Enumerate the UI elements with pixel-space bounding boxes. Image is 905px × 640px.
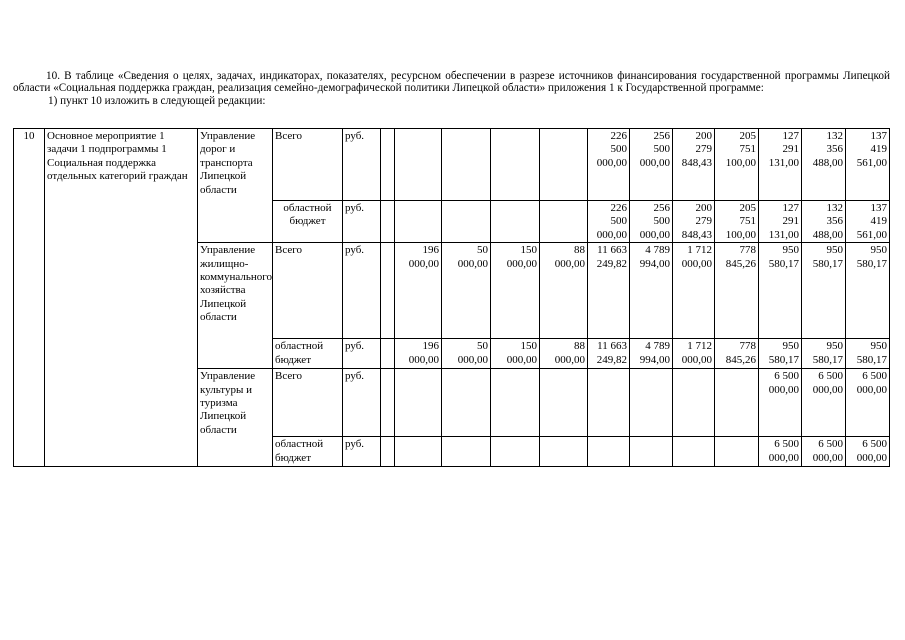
value-cell: 950 580,17 <box>759 339 802 369</box>
value-cell: 200 279 848,43 <box>673 129 715 201</box>
program-table <box>13 128 890 467</box>
source-cell: областной бюджет <box>273 437 343 467</box>
value-cell: 205 751 100,00 <box>715 201 759 243</box>
value-cell: 150 000,00 <box>491 243 540 339</box>
value-cell: 11 663 249,82 <box>588 243 630 339</box>
value-cell <box>540 201 588 243</box>
value-cell: 256 500 000,00 <box>630 129 673 201</box>
value-cell: 88 000,00 <box>540 243 588 339</box>
value-cell <box>588 369 630 437</box>
value-cell: 6 500 000,00 <box>759 369 802 437</box>
value-cell: 11 663 249,82 <box>588 339 630 369</box>
value-cell <box>381 201 395 243</box>
row-number-cell: 10 <box>14 129 45 467</box>
value-cell: 196 000,00 <box>395 339 442 369</box>
source-cell: областной бюджет <box>273 339 343 369</box>
value-cell <box>673 369 715 437</box>
value-cell <box>381 369 395 437</box>
table-row <box>14 129 890 201</box>
value-cell: 226 500 000,00 <box>588 201 630 243</box>
value-cell: 950 580,17 <box>846 243 890 339</box>
value-cell <box>540 437 588 467</box>
value-cell: 950 580,17 <box>802 339 846 369</box>
value-cell: 127 291 131,00 <box>759 201 802 243</box>
value-cell: 132 356 488,00 <box>802 201 846 243</box>
value-cell: 778 845,26 <box>715 339 759 369</box>
unit-cell: руб. <box>343 339 381 369</box>
value-cell: 4 789 994,00 <box>630 243 673 339</box>
value-cell: 137 419 561,00 <box>846 201 890 243</box>
value-cell: 205 751 100,00 <box>715 129 759 201</box>
value-cell <box>491 129 540 201</box>
value-cell <box>381 243 395 339</box>
amendment-paragraph-2: 1) пункт 10 изложить в следующей редакции: <box>48 94 266 107</box>
value-cell <box>381 437 395 467</box>
value-cell: 6 500 000,00 <box>802 369 846 437</box>
value-cell: 88 000,00 <box>540 339 588 369</box>
unit-cell: руб. <box>343 243 381 339</box>
value-cell <box>491 437 540 467</box>
value-cell: 150 000,00 <box>491 339 540 369</box>
value-cell <box>715 437 759 467</box>
value-cell <box>588 437 630 467</box>
value-cell <box>491 201 540 243</box>
value-cell <box>673 437 715 467</box>
value-cell <box>395 437 442 467</box>
value-cell: 950 580,17 <box>846 339 890 369</box>
value-cell: 256 500 000,00 <box>630 201 673 243</box>
value-cell: 226 500 000,00 <box>588 129 630 201</box>
value-cell: 1 712 000,00 <box>673 243 715 339</box>
value-cell <box>540 129 588 201</box>
value-cell <box>442 437 491 467</box>
source-cell: областной бюджет <box>273 201 343 243</box>
value-cell: 4 789 994,00 <box>630 339 673 369</box>
value-cell <box>491 369 540 437</box>
value-cell: 778 845,26 <box>715 243 759 339</box>
source-cell: Всего <box>273 369 343 437</box>
value-cell: 137 419 561,00 <box>846 129 890 201</box>
value-cell <box>630 369 673 437</box>
value-cell: 50 000,00 <box>442 339 491 369</box>
value-cell: 6 500 000,00 <box>846 369 890 437</box>
value-cell <box>442 201 491 243</box>
unit-cell: руб. <box>343 201 381 243</box>
amendment-text <box>13 70 890 107</box>
value-cell: 196 000,00 <box>395 243 442 339</box>
unit-cell: руб. <box>343 437 381 467</box>
source-cell: Всего <box>273 243 343 339</box>
value-cell: 6 500 000,00 <box>846 437 890 467</box>
source-cell: Всего <box>273 129 343 201</box>
value-cell: 950 580,17 <box>802 243 846 339</box>
value-cell <box>395 201 442 243</box>
value-cell: 6 500 000,00 <box>759 437 802 467</box>
value-cell: 950 580,17 <box>759 243 802 339</box>
event-name-cell: Основное мероприятие 1 задачи 1 подпрограммы 1 Социальная поддержка отдельных категорий граждан <box>45 129 198 467</box>
value-cell <box>442 129 491 201</box>
value-cell <box>381 129 395 201</box>
value-cell <box>540 369 588 437</box>
value-cell: 6 500 000,00 <box>802 437 846 467</box>
unit-cell: руб. <box>343 369 381 437</box>
executor-cell: Управление жилищно-коммунального хозяйства Липецкой области <box>198 243 273 369</box>
value-cell: 50 000,00 <box>442 243 491 339</box>
value-cell: 1 712 000,00 <box>673 339 715 369</box>
value-cell <box>715 369 759 437</box>
value-cell <box>630 437 673 467</box>
amendment-paragraph-1: 10. В таблице «Сведения о целях, задачах, индикаторах, показателях, ресурсном обеспечении в разрезе источников финансирования государственной программы Липецкой области «Социальная поддержка граждан, реализация семейно-демографической политики Липецкой области» приложения 1 к Государственной программе: <box>13 70 890 95</box>
unit-cell: руб. <box>343 129 381 201</box>
executor-cell: Управление культуры и туризма Липецкой области <box>198 369 273 467</box>
value-cell: 200 279 848,43 <box>673 201 715 243</box>
value-cell <box>395 369 442 437</box>
value-cell <box>381 339 395 369</box>
executor-cell: Управление дорог и транспорта Липецкой области <box>198 129 273 243</box>
value-cell: 127 291 131,00 <box>759 129 802 201</box>
value-cell <box>395 129 442 201</box>
value-cell <box>442 369 491 437</box>
value-cell: 132 356 488,00 <box>802 129 846 201</box>
